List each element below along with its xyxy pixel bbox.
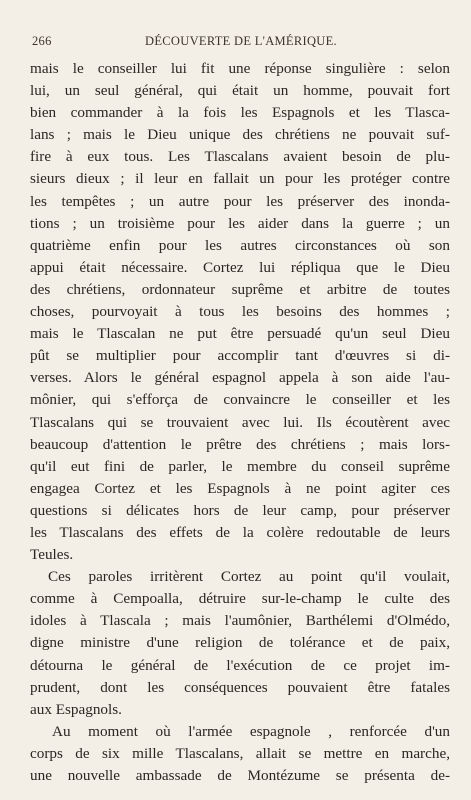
text-line: qu'il eut fini de parler, le membre du conseil suprême — [30, 457, 450, 475]
text-line: pût se multiplier pour accomplir tant d'œuvres si di- — [30, 347, 450, 365]
text-line: idoles à Tlascala ; mais l'aumônier, Barthélemi d'Olmédo, — [30, 612, 450, 630]
text-line: Tlascalans qui se trouvaient avec lui. Ils écoutèrent avec — [30, 413, 450, 431]
text-line: digne ministre d'une religion de tolérance et de paix, — [30, 634, 450, 652]
text-line: Teules. — [30, 546, 74, 564]
text-line: tions ; un troisième pour les aider dans la guerre ; un — [30, 214, 450, 232]
page-number: 266 — [32, 34, 52, 48]
text-line: détourna le général de l'exécution de ce projet im- — [30, 656, 450, 674]
text-line: choses, pourvoyait à tous les besoins des hommes ; — [30, 303, 450, 321]
text-line: lui, un seul général, qui était un homme, pouvait fort — [30, 82, 450, 100]
text-line: fire à eux tous. Les Tlascalans avaient besoin de plu- — [30, 148, 450, 166]
text-line: verses. Alors le général espagnol appela à son aide l'au- — [30, 369, 450, 387]
paragraph-first-line: Au moment où l'armée espagnole , renforcée d'un — [52, 722, 450, 740]
text-line: mônier, qui s'efforça de convaincre le conseiller et les — [30, 391, 450, 409]
text-line: questions si délicates hors de leur camp, pour préserver — [30, 501, 450, 519]
text-line: les Tlascalans des effets de la colère redoutable de leurs — [30, 523, 450, 541]
body-text — [30, 58, 450, 787]
text-line: engagea Cortez et les Espagnols à ne point agiter ces — [30, 479, 450, 497]
text-line: comme à Cempoalla, détruire sur-le-champ le culte des — [30, 590, 450, 608]
text-line: les tempêtes ; un autre pour les préserver des inonda- — [30, 192, 450, 210]
text-line: sieurs dieux ; il leur en fallait un pour les protéger contre — [30, 170, 450, 188]
text-line: mais le conseiller lui fit une réponse singulière : selon — [30, 60, 450, 77]
text-line: aux Espagnols. — [30, 700, 122, 718]
text-line: beaucoup d'attention le prêtre des chrétiens ; mais lors- — [30, 435, 450, 453]
text-line: mais le Tlascalan ne put être persuadé qu'un seul Dieu — [30, 325, 450, 343]
text-line: bien commander à la fois les Espagnols et les Tlasca- — [30, 104, 450, 122]
text-line: corps de six mille Tlascalans, allait se mettre en marche, — [30, 744, 450, 762]
text-line: prudent, dont les conséquences pouvaient être fatales — [30, 678, 450, 696]
text-line: des chrétiens, ordonnateur suprême et arbitre de toutes — [30, 280, 450, 298]
text-line: lans ; mais le Dieu unique des chrétiens ne pouvait suf- — [30, 126, 450, 144]
running-head: DÉCOUVERTE DE L'AMÉRIQUE. — [145, 34, 337, 48]
text-line: quatrième enfin pour les autres circonstances où son — [30, 236, 450, 254]
text-line: appui était nécessaire. Cortez lui répliqua que le Dieu — [30, 258, 450, 276]
paragraph-first-line: Ces paroles irritèrent Cortez au point qu'il voulait, — [48, 568, 450, 586]
text-line: une nouvelle ambassade de Montézume se présenta de- — [30, 767, 450, 784]
